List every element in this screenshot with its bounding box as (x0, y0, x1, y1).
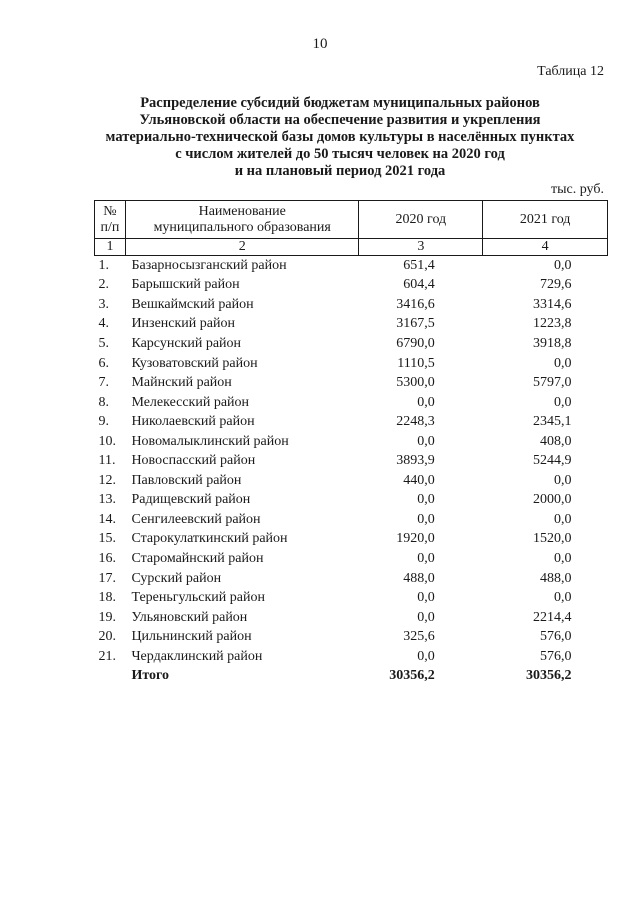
row-num: 13. (98, 492, 116, 508)
table-row (95, 510, 608, 530)
row-value-2020: 0,0 (417, 511, 435, 527)
page-number: 10 (312, 36, 328, 52)
row-value-2021: 576,0 (540, 648, 572, 664)
column-number: 3 (359, 239, 483, 256)
units-label: тыс. руб. (551, 182, 604, 197)
table-row (95, 295, 608, 315)
row-value-2021: 576,0 (540, 629, 572, 645)
column-number: 2 (125, 239, 359, 256)
header-num-line1: № (103, 203, 117, 219)
row-value-2021: 5797,0 (533, 375, 572, 391)
table-row (95, 334, 608, 354)
table-row (95, 315, 608, 335)
row-name: Сенгилеевский район (131, 511, 261, 527)
title-line: Ульяновской области на обеспечение развития и укрепления (139, 112, 541, 128)
row-name: Барышский район (131, 277, 240, 293)
row-value-2021: 2000,0 (533, 492, 572, 508)
row-name: Старомайнский район (131, 550, 264, 566)
row-value-2020: 1920,0 (396, 531, 435, 547)
row-name: Мелекесский район (131, 394, 250, 410)
header-num-line2: п/п (100, 219, 120, 235)
row-value-2020: 325,6 (403, 629, 435, 645)
total-row (95, 666, 608, 686)
table-row (95, 256, 608, 276)
table-label: Таблица 12 (537, 64, 604, 79)
row-num: 8. (98, 394, 109, 410)
table-row (95, 393, 608, 413)
row-name: Радищевский район (131, 492, 251, 508)
row-name: Майнский район (131, 375, 232, 391)
row-name: Базарносызганский район (131, 257, 287, 273)
row-value-2020: 0,0 (417, 648, 435, 664)
row-value-2021: 408,0 (540, 433, 572, 449)
row-num: 5. (98, 335, 109, 351)
row-value-2021: 5244,9 (533, 453, 572, 469)
row-value-2021: 0,0 (554, 472, 572, 488)
table-row (95, 491, 608, 511)
row-name: Тереньгульский район (131, 590, 265, 606)
row-num: 7. (98, 375, 109, 391)
table-row (95, 530, 608, 550)
row-value-2021: 2214,4 (533, 609, 572, 625)
row-num: 16. (98, 550, 116, 566)
header-year-2021: 2021 год (483, 201, 608, 239)
row-value-2021: 3314,6 (533, 296, 572, 312)
row-value-2021: 729,6 (540, 277, 572, 293)
row-num: 11. (98, 453, 116, 469)
row-name: Карсунский район (131, 335, 242, 351)
table-row (95, 471, 608, 491)
table-row (95, 354, 608, 374)
table-row (95, 647, 608, 667)
row-value-2020: 6790,0 (396, 335, 435, 351)
row-value-2020: 0,0 (417, 394, 435, 410)
row-value-2020: 3416,6 (396, 296, 435, 312)
row-name: Старокулаткинский район (131, 531, 288, 547)
table-row (95, 276, 608, 296)
row-name: Павловский район (131, 472, 242, 488)
row-value-2021: 3918,8 (533, 335, 572, 351)
table-row (95, 627, 608, 647)
table-header-row (95, 201, 608, 239)
row-num: 14. (98, 511, 116, 527)
row-num: 1. (98, 257, 109, 273)
row-name: Инзенский район (131, 316, 235, 332)
header-num (95, 201, 126, 239)
row-num: 2. (98, 277, 109, 293)
table-row (95, 451, 608, 471)
title-line: с числом жителей до 50 тысяч человек на 2020 год (175, 146, 505, 162)
table-row (95, 432, 608, 452)
row-name: Николаевский район (131, 414, 255, 430)
row-num: 10. (98, 433, 116, 449)
row-value-2020: 3167,5 (396, 316, 435, 332)
row-value-2020: 0,0 (417, 433, 435, 449)
row-num: 3. (98, 296, 109, 312)
row-value-2020: 0,0 (417, 492, 435, 508)
row-num: 6. (98, 355, 109, 371)
row-value-2021: 0,0 (554, 511, 572, 527)
row-name: Новомалыклинский район (131, 433, 289, 449)
row-num: 12. (98, 472, 116, 488)
total-2021: 30356,2 (526, 668, 572, 684)
row-num: 4. (98, 316, 109, 332)
row-value-2020: 0,0 (417, 550, 435, 566)
column-number: 4 (483, 239, 608, 256)
row-value-2021: 0,0 (554, 550, 572, 566)
row-value-2021: 488,0 (540, 570, 572, 586)
row-num: 15. (98, 531, 116, 547)
row-value-2020: 1110,5 (397, 355, 435, 371)
table-row (95, 569, 608, 589)
title-line: и на плановый период 2021 года (234, 163, 446, 179)
row-value-2021: 0,0 (554, 257, 572, 273)
row-name: Сурский район (131, 570, 222, 586)
row-name: Чердаклинский район (131, 648, 263, 664)
row-value-2021: 0,0 (554, 394, 572, 410)
column-number: 1 (95, 239, 126, 256)
row-num: 19. (98, 609, 116, 625)
column-number-row (95, 239, 608, 256)
row-value-2020: 0,0 (417, 609, 435, 625)
row-value-2020: 440,0 (403, 472, 435, 488)
table-row (95, 549, 608, 569)
row-value-2020: 2248,3 (396, 414, 435, 430)
table-body (95, 256, 608, 687)
title-line: Распределение субсидий бюджетам муниципальных районов (140, 95, 540, 111)
table-row (95, 608, 608, 628)
row-value-2020: 604,4 (403, 277, 435, 293)
row-name: Кузоватовский район (131, 355, 258, 371)
row-value-2021: 0,0 (554, 590, 572, 606)
table-row (95, 373, 608, 393)
row-value-2021: 0,0 (554, 355, 572, 371)
total-label: Итого (131, 668, 170, 684)
row-num: 20. (98, 629, 116, 645)
subsidy-table (94, 200, 608, 686)
row-value-2021: 1520,0 (533, 531, 572, 547)
row-value-2021: 1223,8 (533, 316, 572, 332)
row-name: Вешкаймский район (131, 296, 254, 312)
row-name: Цильнинский район (131, 629, 252, 645)
document-title (60, 95, 620, 180)
row-value-2020: 488,0 (403, 570, 435, 586)
row-value-2020: 651,4 (403, 257, 435, 273)
header-name-line2: муниципального образования (153, 219, 331, 235)
row-value-2021: 2345,1 (533, 414, 572, 430)
row-name: Новоспасский район (131, 453, 256, 469)
total-num (95, 666, 126, 686)
title-line: материально-технической базы домов культуры в населённых пунктах (105, 129, 575, 145)
row-name: Ульяновский район (131, 609, 248, 625)
row-num: 21. (98, 648, 116, 664)
total-2020: 30356,2 (389, 668, 435, 684)
row-value-2020: 3893,9 (396, 453, 435, 469)
row-num: 9. (98, 414, 109, 430)
row-value-2020: 0,0 (417, 590, 435, 606)
header-name (125, 201, 359, 239)
row-num: 18. (98, 590, 116, 606)
header-name-line1: Наименование (198, 203, 286, 219)
row-value-2020: 5300,0 (396, 375, 435, 391)
row-num: 17. (98, 570, 116, 586)
table-row (95, 412, 608, 432)
header-year-2020: 2020 год (359, 201, 483, 239)
table-row (95, 588, 608, 608)
